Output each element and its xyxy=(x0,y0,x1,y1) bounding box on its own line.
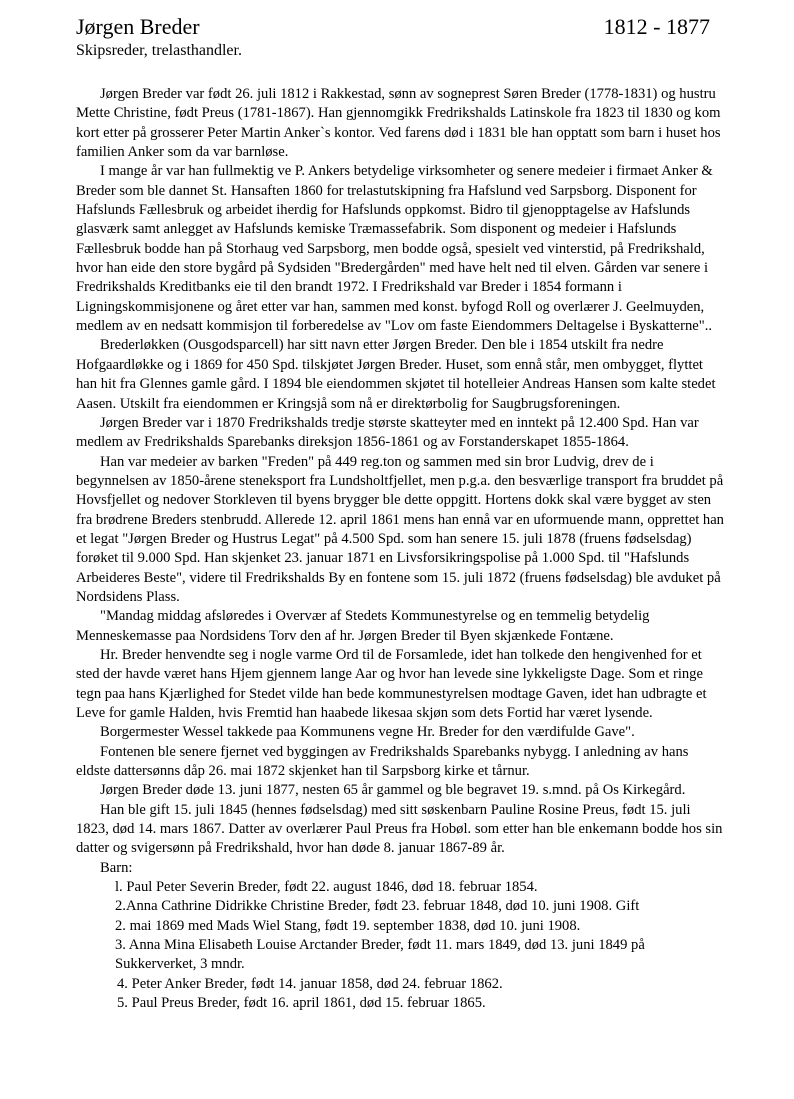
paragraph-death: Jørgen Breder døde 13. juni 1877, nesten 65 år gammel og ble begravet 19. s.mnd. på Os Kirkegård. xyxy=(100,782,686,799)
child-list-item: 2. mai 1869 med Mads Wiel Stang, født 19. september 1838, død 10. juni 1908. xyxy=(115,917,581,934)
child-list-item: l. Paul Peter Severin Breder, født 22. august 1846, død 18. februar 1854. xyxy=(115,879,538,896)
child-list-item: 4. Peter Anker Breder, født 14. januar 1858, død 24. februar 1862. xyxy=(117,975,503,992)
biography-body xyxy=(76,85,726,1014)
paragraph-taxpayer: Jørgen Breder var i 1870 Fredrikshalds tredje største skatteyter med en inntekt på 12.400 Spd. Han var medlem av Fredrikshalds Sparebanks direksjon 1856-1861 og av Forstanderskapet 1855-1864. xyxy=(76,414,699,451)
paragraph-quote-mayor: Borgermester Wessel takkede paa Kommunens vegne Hr. Breder for den værdifulde Gave". xyxy=(100,724,635,741)
paragraph-marriage: Han ble gift 15. juli 1845 (hennes fødselsdag) med sitt søskenbarn Pauline Rosine Preus, født 15. juli 1823, død 14. mars 1867. Datter av overlærer Paul Preus fra Hobøl. som etter han ble enkemann bodde hos sin datter og svigersønn på Fredrikshald, hvor han døde 8. januar 1867-89 år. xyxy=(76,801,723,857)
children-heading: Barn: xyxy=(100,859,133,876)
life-years: 1812 - 1877 xyxy=(603,14,710,39)
child-list-item: 3. Anna Mina Elisabeth Louise Arctander Breder, født 11. mars 1849, død 13. juni 1849 på Sukkerverket, 3 mndr. xyxy=(115,937,645,973)
child-list-item: 5. Paul Preus Breder, født 16. april 1861, død 15. februar 1865. xyxy=(117,995,486,1012)
paragraph-career: I mange år var han fullmektig ve P. Ankers betydelige virksomheter og senere medeier i firmaet Anker & Breder som ble dannet St. Hansaften 1860 for trelastutskipning fra Hafslund ved Sarpsborg. Disponent for Hafslunds Fællesbruk og arbeidet iherdig for Hafslunds oppkomst. Bidro til gjenopptagelse av Hafslunds glasværk samt anlegget av Hafslunds kemiske Træmassefabrik. Som disponent og medeier i Hafslunds Fællesbruk bodde han på Storhaug ved Sarpsborg, men bodde også, spesielt ved vinterstid, på Fredrikshald, hvor han eide den store bygård på Sydsiden "Bredergården" med have helt ned til elven. Gården var senere i Fredrikshalds Kreditbanks eie til den brandt 1972. I Fredrikshald var Breder i 1854 formann i Ligningskommisjonene og året etter var han, sammen med konst. byfogd Roll og overlærer J. Geelmuyden, medlem av en nedsatt kommisjon til forberedelse av "Lov om faste Eiendommers Deltagelse i Byskatterne".. xyxy=(76,163,713,335)
person-name: Jørgen Breder xyxy=(76,14,200,39)
paragraph-quote-speech: Hr. Breder henvendte seg i nogle varme Ord til de Forsamlede, idet han tolkede den hengivenhed for et sted der havde været hans Hjem gjennem lange Aar og hvor han levede sine lykkeligste Dage. Som et ringe tegn paa hans Kjærlighed for Stedet vilde han bede kommunestyrelsen modtage Gaven, idet han udbragte et Leve for gamle Halden, hvis Fremtid han haabede likesaa skjøn som dets Fortid har været lysende. xyxy=(76,646,707,721)
paragraph-freden: Han var medeier av barken "Freden" på 449 reg.ton og sammen med sin bror Ludvig, drev de i begynnelsen av 1850-årene steneksport fra Lundsholtfjellet, men p.g.a. den besværlige transport fra bruddet på Hovsfjellet og nedover Storkleven til byens brygger ble dette oppgitt. Hortens dokk skal være bygget av sten fra brødrene Breders stenbrudd. Allerede 12. april 1861 mens han ennå var en uformuende mann, opprettet han et legat "Jørgen Breder og Hustrus Legat" på 4.500 Spd. som han senere 15. juli 1878 (fruens fødselsdag) forøket til 9.000 Spd. Han skjenket 23. januar 1871 en Livsforsikringspolise på 1.000 Spd. til "Hafslunds Arbeideres Beste", videre til Fredrikshalds By en fontene som 15. juli 1872 (fruens fødselsdag) ble avduket på Nordsidens Plass. xyxy=(76,453,724,605)
paragraph-fountain-removed: Fontenen ble senere fjernet ved byggingen av Fredrikshalds Sparebanks nybygg. I anledning av hans eldste dattersønns dåp 26. mai 1872 skjenket han til Sarpsborg kirke et tårnur. xyxy=(76,743,689,780)
paragraph-quote-unveiling: "Mandag middag afsløredes i Overvær af Stedets Kommunestyrelse og en temmelig betydelig Menneskemasse paa Nordsidens Torv den af hr. Jørgen Breder til Byen skjænkede Fontæne. xyxy=(76,608,650,644)
paragraph-birth: Jørgen Breder var født 26. juli 1812 i Rakkestad, sønn av sogneprest Søren Breder (1778-1831) og hustru Mette Christine, født Preus (1781-1867). Han gjennomgikk Fredrikshalds Latinskole fra 1823 til 1830 og kom kort etter på grosserer Peter Martin Anker`s kontor. Ved farens død i 1831 ble han opptatt som barn i huset hos familien Anker som da var barnløse. xyxy=(76,86,721,161)
occupation-subtitle: Skipsreder, trelasthandler. xyxy=(76,42,242,59)
child-list-item: 2.Anna Cathrine Didrikke Christine Breder, født 23. februar 1848, død 10. juni 1908. Gift xyxy=(115,898,640,915)
paragraph-brederlokken: Brederløkken (Ousgodsparcell) har sitt navn etter Jørgen Breder. Den ble i 1854 utskilt fra nedre Hofgaardløkke og i 1869 for 450 Spd. tilskjøtet Jørgen Breder. Huset, som ennå står, men ombygget, flyttet han hit fra Glennes gamle gård. I 1894 ble eiendommen skjøtet til hotelleier Andreas Hansen som kalte stedet Aasen. Utskilt fra eiendommen er Kringsjå som nå er direktørbolig for Saugbrugsforeningen. xyxy=(76,337,716,412)
